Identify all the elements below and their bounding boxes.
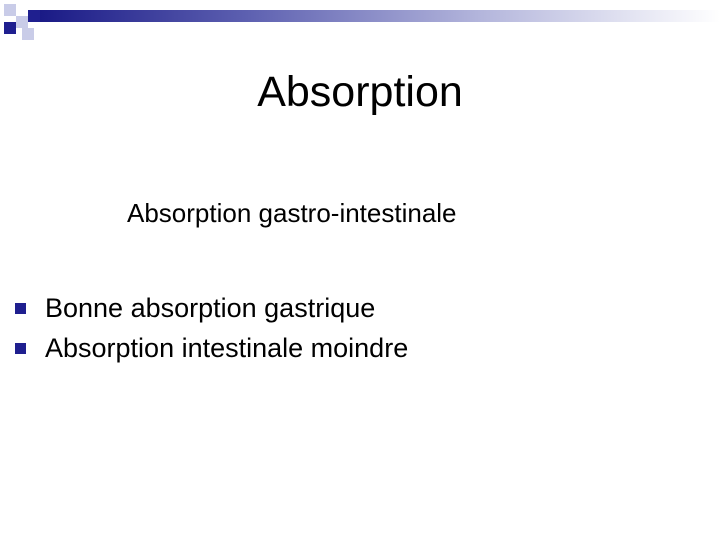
- slide-title: [0, 66, 720, 118]
- slide-subtitle: Absorption gastro-intestinale: [127, 198, 457, 228]
- decorative-square: [22, 28, 34, 40]
- decorative-square: [4, 22, 16, 34]
- bullet-list: [15, 288, 408, 368]
- square-bullet-icon: [15, 343, 26, 354]
- decorative-square: [16, 16, 28, 28]
- header-gradient-bar: [40, 10, 720, 22]
- square-bullet-icon: [15, 303, 26, 314]
- bullet-item: [15, 288, 408, 328]
- bullet-item: [15, 328, 408, 368]
- decorative-square: [16, 4, 28, 16]
- bullet-text: Bonne absorption gastrique: [45, 292, 376, 323]
- decorative-square: [4, 4, 16, 16]
- bullet-text: Absorption intestinale moindre: [45, 332, 409, 363]
- slide-title-text: Absorption: [257, 68, 463, 116]
- decorative-square: [28, 10, 40, 22]
